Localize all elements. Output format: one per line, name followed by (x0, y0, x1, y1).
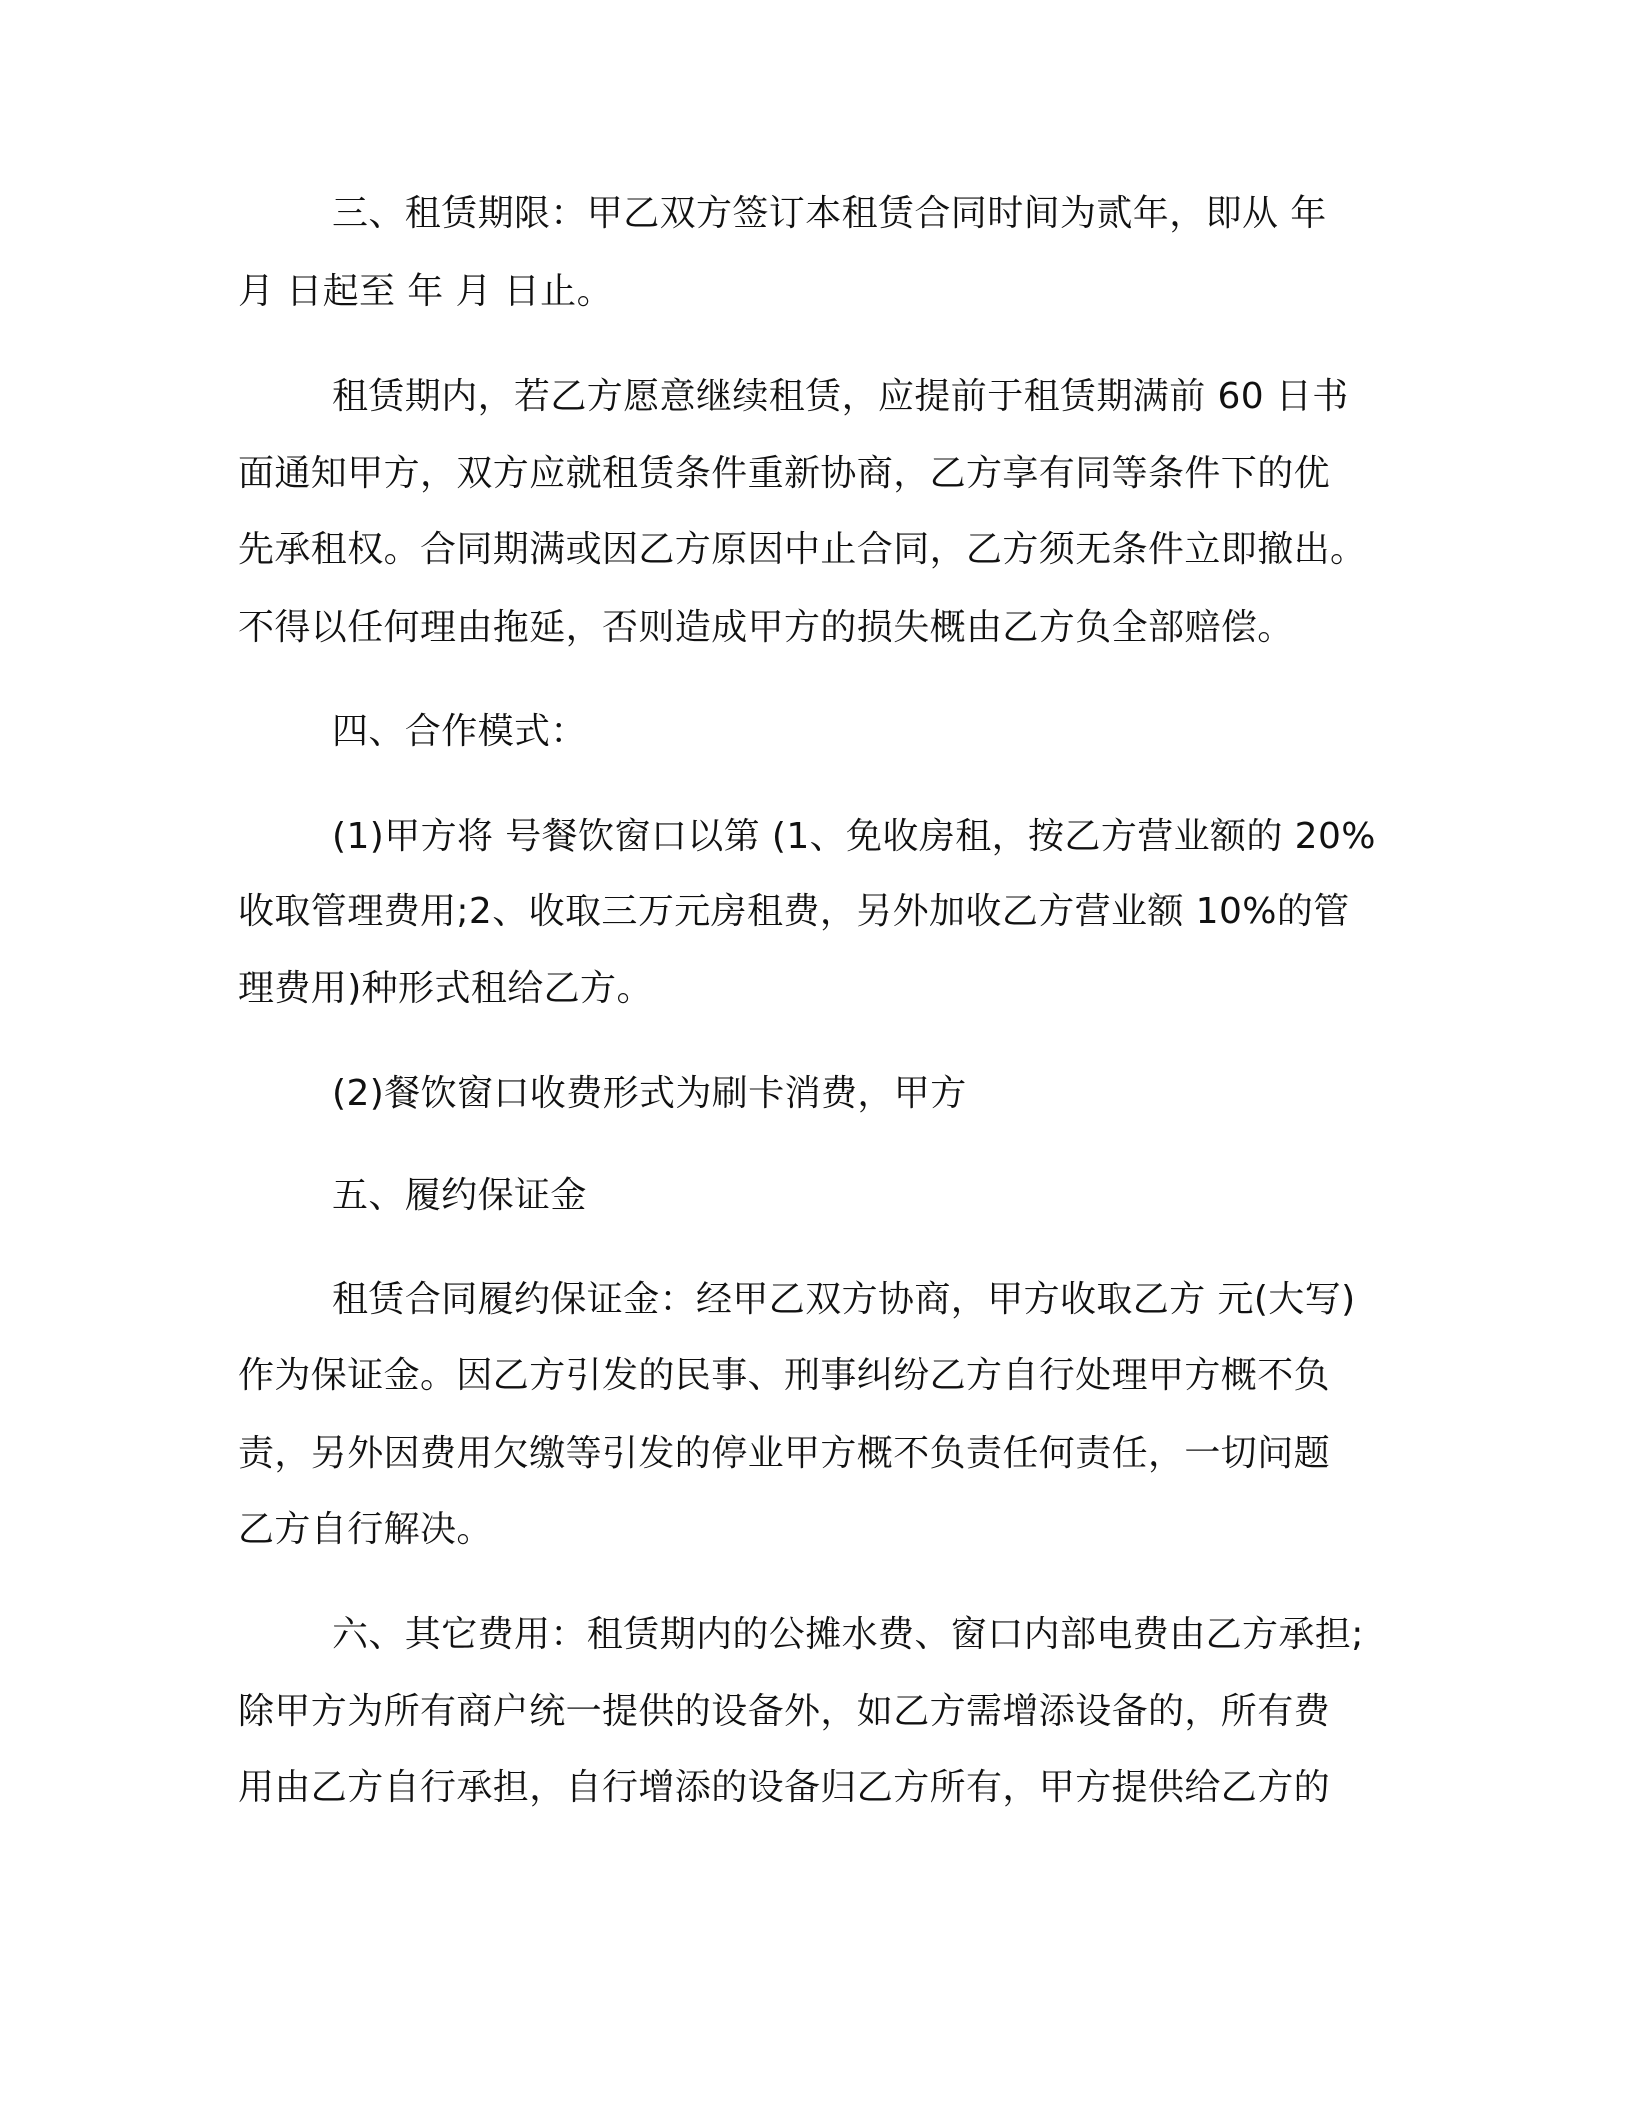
section-3-term-line-1: 三、租赁期限：甲乙双方签订本租赁合同时间为贰年，即从 年 (332, 193, 1327, 234)
section-6-fees-line-3: 用由乙方自行承担，自行增添的设备归乙方所有，甲方提供给乙方的 (238, 1767, 1331, 1808)
section-3-term-line-2: 月 日起至 年 月 日止。 (238, 271, 613, 312)
section-5-heading: 五、履约保证金 (332, 1175, 587, 1216)
renewal-line-4: 不得以任何理由拖延，否则造成甲方的损失概由乙方负全部赔偿。 (238, 607, 1294, 648)
renewal-line-1: 租赁期内，若乙方愿意继续租赁，应提前于租赁期满前 60 日书 (332, 376, 1349, 417)
section-6-fees-line-2: 除甲方为所有商户统一提供的设备外，如乙方需增添设备的，所有费 (238, 1691, 1331, 1732)
deposit-line-2: 作为保证金。因乙方引发的民事、刑事纠纷乙方自行处理甲方概不负 (238, 1355, 1331, 1396)
mode-2-line-1: (2)餐饮窗口收费形式为刷卡消费，甲方 (332, 1073, 967, 1114)
mode-1-line-1: (1)甲方将 号餐饮窗口以第 (1、免收房租，按乙方营业额的 20% (332, 816, 1376, 857)
deposit-line-4: 乙方自行解决。 (238, 1509, 493, 1550)
mode-1-line-2: 收取管理费用;2、收取三万元房租费，另外加收乙方营业额 10%的管 (238, 891, 1350, 932)
deposit-line-1: 租赁合同履约保证金：经甲乙双方协商，甲方收取乙方 元(大写) (332, 1279, 1356, 1320)
mode-1-line-3: 理费用)种形式租给乙方。 (238, 968, 653, 1009)
renewal-line-3: 先承租权。合同期满或因乙方原因中止合同，乙方须无条件立即撤出。 (238, 529, 1367, 570)
renewal-line-2: 面通知甲方，双方应就租赁条件重新协商，乙方享有同等条件下的优 (238, 453, 1331, 494)
section-6-fees-line-1: 六、其它费用：租赁期内的公摊水费、窗口内部电费由乙方承担; (332, 1614, 1364, 1655)
section-4-heading: 四、合作模式： (332, 711, 587, 752)
deposit-line-3: 责，另外因费用欠缴等引发的停业甲方概不负责任何责任，一切问题 (238, 1433, 1331, 1474)
